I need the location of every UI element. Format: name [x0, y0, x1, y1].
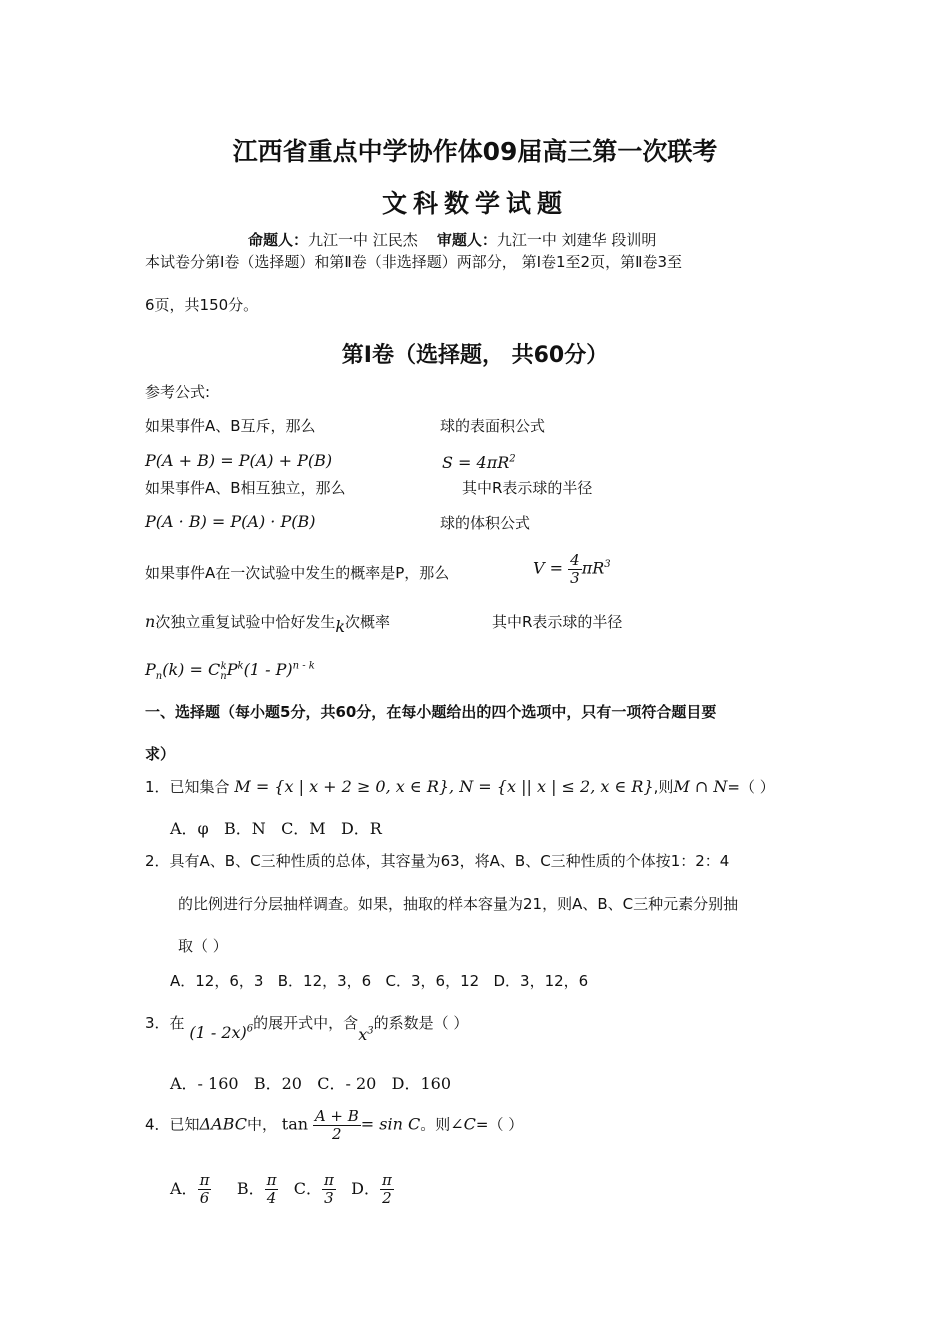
author-value: 九江一中 江民杰 [308, 231, 418, 249]
reviewer-label: 审题人： [436, 231, 497, 249]
section-1-title: 第Ⅰ卷（选择题， 共60分） [341, 343, 609, 368]
q4-fraction: $\frac{A + B}{2}$ [314, 1107, 359, 1143]
q2-option-b[interactable]: B．12，3，6 [277, 972, 372, 990]
q2-option-a[interactable]: A．12，6，3 [170, 972, 264, 990]
q3-option-a[interactable]: A．- 160 [170, 1074, 239, 1093]
formula-multiplication: P(A · B) = P(A) · P(B) [145, 512, 316, 531]
q3-options [170, 1071, 451, 1094]
formula-heading: 参考公式: [145, 383, 211, 401]
sphere-surface-text: 球的表面积公式 [440, 417, 546, 435]
intro-line-2: 6页，共150分。 [145, 296, 259, 314]
q1-option-b[interactable]: B．N [224, 819, 266, 838]
part-1-heading-1: 一、选择题（每小题5分，共60分，在每小题给出的四个选项中，只有一项符合题目要 [145, 703, 717, 721]
formula-sphere-volume: V = $\frac{4}{3}$ $\pi R^3$ [533, 551, 611, 587]
q3-option-c[interactable]: C．- 20 [317, 1074, 377, 1093]
formula-independent-text: 如果事件A、B相互独立，那么 [145, 479, 346, 497]
q4-option-a[interactable]: A． $\frac{\pi}{6}$ [170, 1171, 210, 1207]
question-2-line-3: 取（ ） [178, 937, 228, 955]
sphere-radius-note-1: 其中R表示球的半径 [462, 479, 593, 497]
q1-option-c[interactable]: C．M [281, 819, 326, 838]
q3-term: $x^3$ [358, 1025, 374, 1044]
question-3: 3．在 (1 - 2x)$^6$的展开式中，含$x^3$的系数是（ ） [145, 1014, 469, 1044]
q4-option-c[interactable]: C． $\frac{\pi}{3}$ [293, 1171, 334, 1207]
q4-option-b[interactable]: B． $\frac{\pi}{4}$ [236, 1171, 277, 1207]
question-2-line-2: 的比例进行分层抽样调查。如果，抽取的样本容量为21，则A、B、C三种元素分别抽 [178, 895, 739, 913]
formula-event-prob-text: 如果事件A在一次试验中发生的概率是P，那么 [145, 564, 450, 582]
q1-option-d[interactable]: D．R [340, 819, 382, 838]
q4-option-d[interactable]: D． $\frac{\pi}{2}$ [351, 1171, 392, 1207]
exam-title: 江西省重点中学协作体09届高三第一次联考 [232, 137, 718, 166]
question-1: 1．已知集合 M = {x | x + 2 ≥ 0, x ∈ R}, N = {x || x | ≤ 2, x ∈ R},则M ∩ N=（ ） [145, 777, 775, 796]
q3-binomial: (1 - 2x)$^6$ [189, 1023, 254, 1042]
formula-sphere-surface: $S = 4\pi R^2$ [442, 453, 516, 472]
exam-subtitle: 文科数学试题 [381, 189, 568, 218]
q2-option-d[interactable]: D．3，12，6 [493, 972, 589, 990]
question-4: 4．已知ΔABC中， tan $\frac{A + B}{2}$ = sin C。则∠C=（ ） [145, 1107, 524, 1143]
q2-option-c[interactable]: C．3，6，12 [385, 972, 480, 990]
q4-options [170, 1172, 394, 1206]
formula-addition: P(A + B) = P(A) + P(B) [145, 451, 333, 470]
q1-option-a[interactable]: A．φ [170, 819, 209, 838]
q1-options [170, 816, 382, 839]
question-2: 2．具有A、B、C三种性质的总体，其容量为63，将A、B、C三种性质的个体按1：2：4 [145, 852, 730, 870]
formula-mutual-exclusive-text: 如果事件A、B互斥，那么 [145, 417, 316, 435]
q3-option-d[interactable]: D．160 [391, 1074, 451, 1093]
volume-fraction: $\frac{4}{3}$ [570, 551, 580, 587]
sphere-radius-note-2: 其中R表示球的半径 [492, 613, 623, 631]
q3-option-b[interactable]: B．20 [253, 1074, 302, 1093]
authors-line [248, 229, 656, 250]
sphere-volume-text: 球的体积公式 [440, 514, 531, 532]
reviewer-value: 九江一中 刘建华 段训明 [496, 231, 657, 249]
formula-bernoulli-text: n次独立重复试验中恰好发生k次概率 [145, 612, 391, 636]
author-label: 命题人： [248, 231, 309, 249]
part-1-heading-2: 求） [145, 745, 176, 763]
formula-binomial: $P_n(k) = C_n^kP^k(1 - P)^{n - k}$ [145, 660, 315, 683]
intro-line-1: 本试卷分第Ⅰ卷（选择题）和第Ⅱ卷（非选择题）两部分， 第Ⅰ卷1至2页，第Ⅱ卷3至 [145, 253, 683, 271]
q1-sets: M = {x | x + 2 ≥ 0, x ∈ R}, N = {x || x | ≤ 2, x ∈ R} [234, 777, 654, 796]
q2-options [170, 970, 588, 991]
